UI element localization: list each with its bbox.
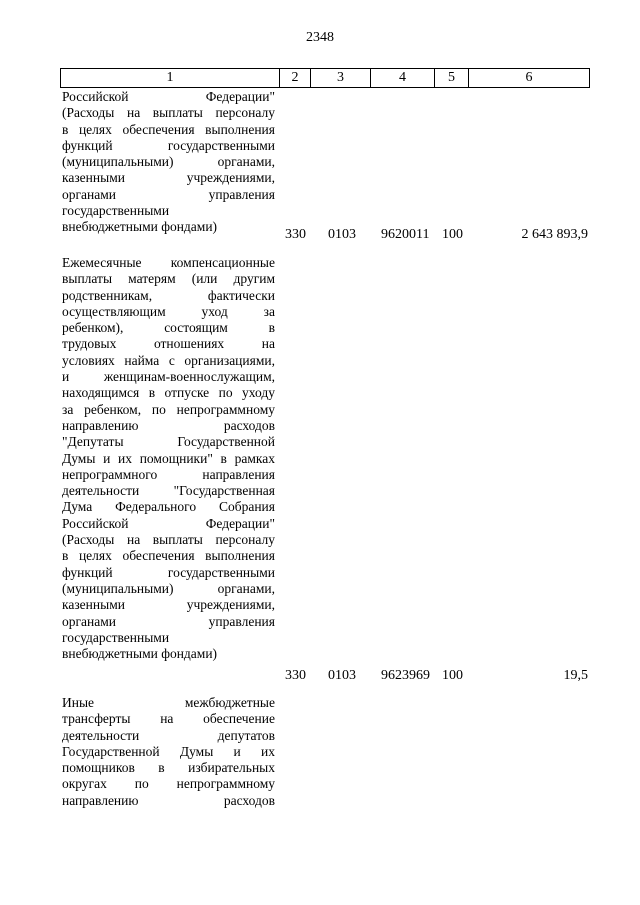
row-3-line: помощников в избирательных	[62, 760, 275, 776]
row-1-col-2: 330	[285, 227, 306, 242]
row-1-col-6: 2 643 893,9	[521, 227, 588, 242]
header-col-3: 3	[310, 68, 371, 88]
row-1-col-3: 0103	[328, 227, 356, 242]
row-2-line: находящимся в отпуске по уходу	[62, 385, 275, 401]
row-2-line: функций государственными	[62, 564, 275, 580]
row-2-line: в целях обеспечения выполнения	[62, 548, 275, 564]
row-2-line: за ребенком, по непрограммному	[62, 401, 275, 417]
row-1-description	[62, 89, 275, 236]
row-2-line: Дума Федерального Собрания	[62, 499, 275, 515]
row-1-line: внебюджетными фондами)	[62, 219, 218, 235]
row-2-line: Ежемесячные компенсационные	[62, 255, 275, 270]
row-3-line: деятельности депутатов	[62, 727, 275, 743]
row-2-line: Думы и их помощники" в рамках	[62, 450, 275, 466]
row-2-line: выплаты матерям (или другим	[62, 271, 275, 287]
header-col-1: 1	[60, 68, 280, 88]
row-2-line: (Расходы на выплаты персоналу	[62, 532, 275, 548]
row-2-col-4: 9623969	[381, 668, 430, 683]
row-2-line: условиях найма с организациями,	[62, 352, 275, 368]
row-1-line: в целях обеспечения выполнения	[62, 121, 275, 137]
row-2-line: государственными	[62, 629, 170, 645]
row-2-line: и женщинам-военнослужащим,	[62, 369, 275, 385]
row-1-line: государственными	[62, 203, 170, 219]
row-3-line: Государственной Думы и их	[62, 743, 275, 759]
row-3-line: Иные межбюджетные	[62, 695, 275, 710]
row-3-line: направлению расходов	[62, 792, 275, 808]
row-2-line: (муниципальными) органами,	[62, 580, 275, 596]
row-3-description	[62, 695, 275, 809]
row-2-line: непрограммного направления	[62, 466, 275, 482]
row-2-line: органами управления	[62, 613, 275, 629]
row-2-line: осуществляющим уход за	[62, 303, 275, 319]
row-2-line: деятельности "Государственная	[62, 483, 275, 499]
row-2-description	[62, 255, 275, 662]
row-2-line: направлению расходов	[62, 417, 275, 433]
row-2-line: казенными учреждениями,	[62, 597, 275, 613]
row-1-col-5: 100	[442, 227, 463, 242]
row-2-line: Российской Федерации"	[62, 515, 275, 531]
row-3-line: трансферты на обеспечение	[62, 711, 275, 727]
page-number: 2348	[306, 30, 334, 45]
row-2-col-2: 330	[285, 668, 306, 683]
row-2-col-6: 19,5	[563, 668, 588, 683]
header-col-2: 2	[279, 68, 311, 88]
row-1-line: органами управления	[62, 186, 275, 202]
row-2-col-5: 100	[442, 668, 463, 683]
row-2-line: трудовых отношениях на	[62, 336, 275, 352]
row-1-line: (муниципальными) органами,	[62, 154, 275, 170]
row-3-line: округах по непрограммному	[62, 776, 275, 792]
header-col-5: 5	[434, 68, 469, 88]
row-1-line: Российской Федерации"	[62, 89, 275, 104]
row-1-line: функций государственными	[62, 137, 275, 153]
row-2-col-3: 0103	[328, 668, 356, 683]
row-2-line: "Депутаты Государственной	[62, 434, 275, 450]
row-2-line: внебюджетными фондами)	[62, 646, 218, 662]
row-2-line: ребенком), состоящим в	[62, 320, 275, 336]
header-col-4: 4	[370, 68, 435, 88]
row-1-line: (Расходы на выплаты персоналу	[62, 105, 275, 121]
header-col-6: 6	[468, 68, 590, 88]
row-1-line: казенными учреждениями,	[62, 170, 275, 186]
row-2-line: родственникам, фактически	[62, 287, 275, 303]
row-1-col-4: 9620011	[381, 227, 430, 242]
